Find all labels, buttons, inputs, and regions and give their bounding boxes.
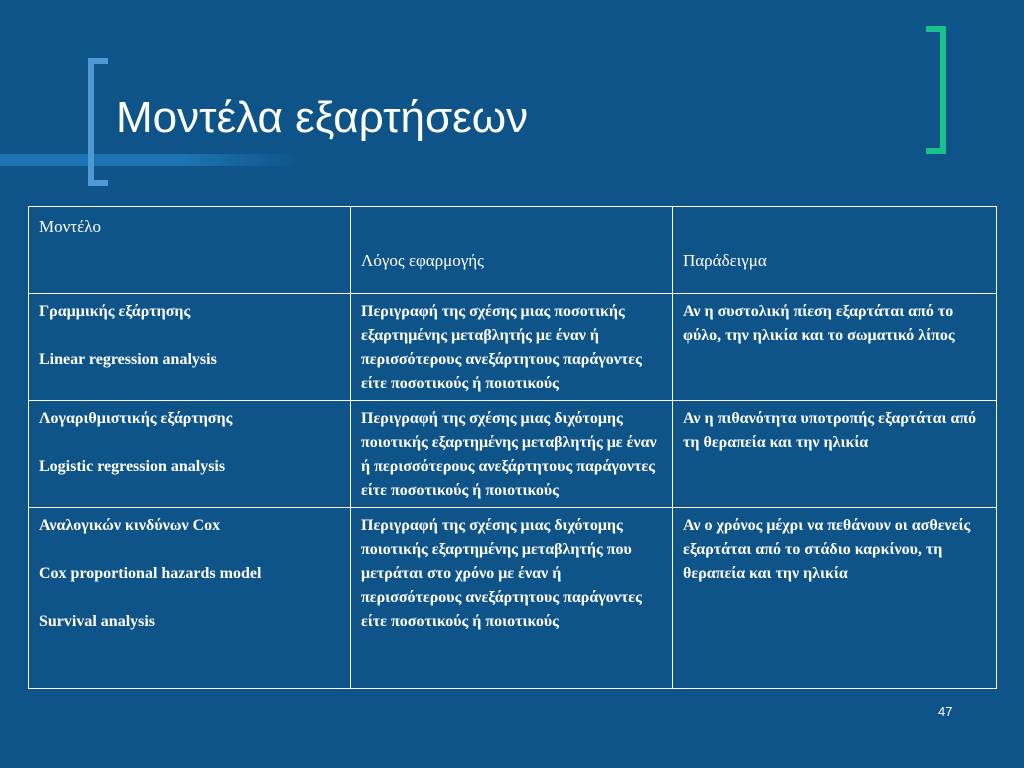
models-table-container (28, 206, 996, 689)
model-name-english: Linear regression analysis (39, 351, 217, 368)
model-name-greek: Λογαριθμιστικής εξάρτησης (39, 410, 233, 427)
model-cell (29, 508, 351, 689)
model-name-greek: Γραμμικής εξάρτησης (39, 303, 191, 320)
header-model: Μοντέλο (29, 207, 351, 294)
header-reason: Λόγος εφαρμογής (351, 207, 673, 294)
table-row (29, 401, 997, 508)
reason-cell: Περιγραφή της σχέσης μιας ποσοτικής εξαρτημένης μεταβλητής με έναν ή περισσότερους ανεξάρτητους παράγοντες είτε ποσοτικούς ή ποιοτικούς (351, 294, 673, 401)
table-row (29, 508, 997, 689)
example-cell: Αν η συστολική πίεση εξαρτάται από το φύλο, την ηλικία και το σωματικό λίπος (673, 294, 997, 401)
title-accent-stripe (0, 154, 300, 166)
reason-cell: Περιγραφή της σχέσης μιας διχότομης ποιοτικής εξαρτημένης μεταβλητής με έναν ή περισσότερους ανεξάρτητους παράγοντες είτε ποσοτικούς ή ποιοτικούς (351, 401, 673, 508)
model-cell (29, 401, 351, 508)
model-cell (29, 294, 351, 401)
model-name-analysis: Survival analysis (39, 613, 156, 630)
slide-title: Μοντέλα εξαρτήσεων (116, 93, 529, 142)
example-cell: Αν η πιθανότητα υποτροπής εξαρτάται από τη θεραπεία και την ηλικία (673, 401, 997, 508)
example-cell: Αν ο χρόνος μέχρι να πεθάνουν οι ασθενείς εξαρτάται από το στάδιο καρκίνου, τη θεραπεία και την ηλικία (673, 508, 997, 689)
model-name-greek: Αναλογικών κινδύνων Cox (39, 517, 221, 534)
reason-cell: Περιγραφή της σχέσης μιας διχότομης ποιοτικής εξαρτημένης μεταβλητής που μετράται στο χρόνο με έναν ή περισσότερους ανεξάρτητους παράγοντες είτε ποσοτικούς ή ποιοτικούς (351, 508, 673, 689)
table-row (29, 294, 997, 401)
model-name-english: Logistic regression analysis (39, 458, 226, 475)
models-table (28, 206, 997, 689)
table-header-row (29, 207, 997, 294)
left-bracket-decoration (88, 58, 108, 186)
right-bracket-decoration (926, 26, 946, 154)
page-number: 47 (938, 704, 953, 719)
header-example: Παράδειγμα (673, 207, 997, 294)
model-name-english: Cox proportional hazards model (39, 565, 262, 582)
